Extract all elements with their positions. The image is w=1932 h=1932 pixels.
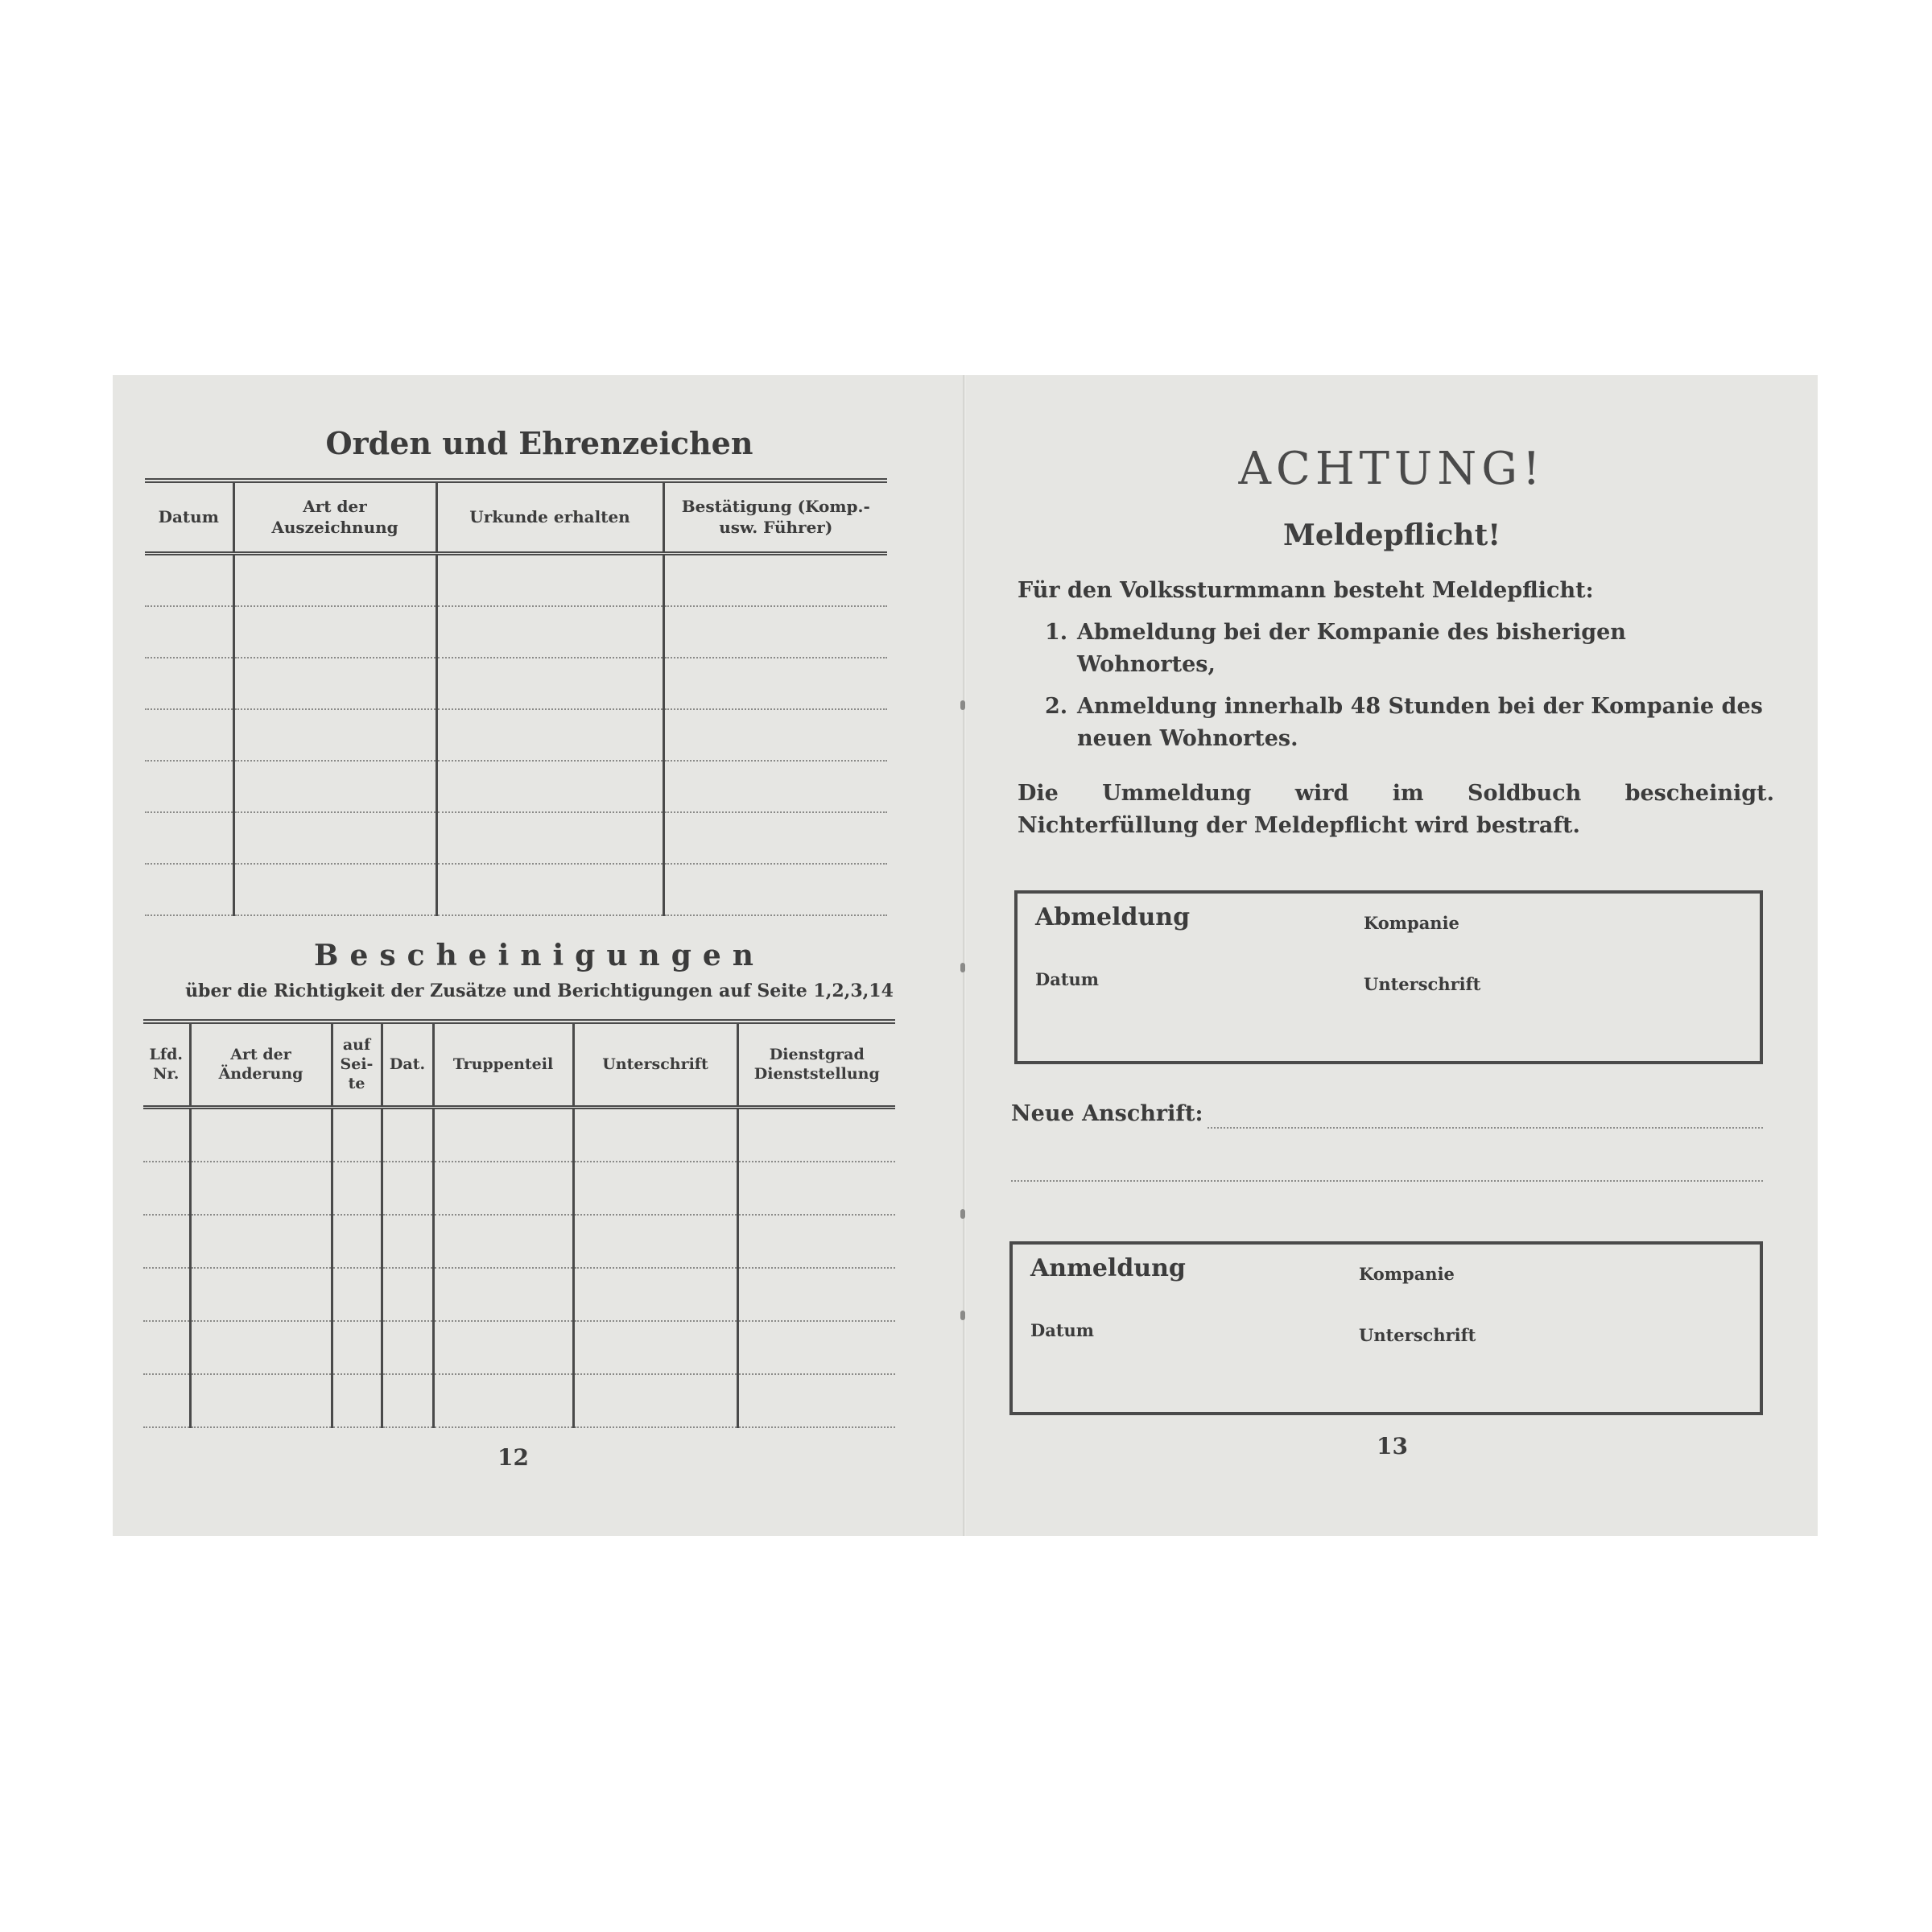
list-item-number: 2.: [1045, 694, 1068, 719]
col-unterschrift: Unterschrift: [573, 1022, 737, 1107]
achtung-title: ACHTUNG!: [1238, 443, 1546, 495]
intro-text: Für den Volkssturmmann besteht Meldepflicht:: [1018, 578, 1594, 603]
table-row: [145, 606, 887, 658]
anschrift-line: [1011, 1180, 1763, 1182]
col-datum: Datum: [158, 507, 219, 527]
bescheinigungen-header-row: [143, 1022, 895, 1107]
right-page: [966, 375, 1818, 1536]
table-row: [143, 1107, 895, 1162]
binding-stitch: [960, 700, 965, 710]
abmeldung-kompanie-label: Kompanie: [1364, 913, 1459, 933]
anmeldung-unterschrift-label: Unterschrift: [1359, 1325, 1476, 1345]
anschrift-line: [1208, 1127, 1763, 1129]
anmeldung-datum-label: Datum: [1030, 1320, 1095, 1340]
abmeldung-datum-label: Datum: [1035, 969, 1100, 989]
abmeldung-unterschrift-label: Unterschrift: [1364, 974, 1481, 994]
col-dienstgrad: Dienstgrad Dienststellung: [737, 1022, 895, 1107]
list-item-number: 1.: [1045, 620, 1068, 645]
list-item-text: Anmeldung innerhalb 48 Stunden bei der Kompanie des neuen Wohnortes.: [1077, 694, 1763, 751]
col-lfd-nr: Lfd. Nr.: [149, 1046, 183, 1084]
binding-stitch: [960, 963, 965, 972]
col-bestaetigung: Bestätigung (Komp.-usw. Führer): [663, 481, 887, 553]
binding-stitch: [960, 1209, 965, 1219]
notice-text: Die Ummeldung wird im Soldbuch bescheinigt. Nichterfüllung der Meldepflicht wird bestraft.: [1018, 781, 1774, 838]
bescheinigungen-subtitle: über die Richtigkeit der Zusätze und Berichtigungen auf Seite 1,2,3,14: [185, 980, 894, 1001]
orden-table: [145, 478, 887, 916]
orden-header-row: [145, 481, 887, 553]
table-row: [143, 1162, 895, 1215]
col-dat: Dat.: [382, 1022, 433, 1107]
table-row: [143, 1321, 895, 1374]
table-row: [143, 1268, 895, 1321]
meldepflicht-subtitle: Meldepflicht!: [1282, 518, 1501, 552]
page-number-left: 12: [497, 1444, 529, 1471]
col-art-der-auszeichnung: Art der Auszeichnung: [233, 481, 436, 553]
table-row: [145, 658, 887, 709]
col-auf-seite: auf Sei-te: [332, 1022, 382, 1107]
anmeldung-box-title: Anmeldung: [1030, 1254, 1186, 1282]
anmeldung-box: [1009, 1241, 1763, 1415]
left-page: [113, 375, 966, 1536]
table-row: [145, 812, 887, 864]
bescheinigungen-table: [143, 1019, 895, 1428]
bescheinigungen-title: Bescheinigungen: [314, 939, 765, 972]
table-row: [145, 864, 887, 915]
col-urkunde-erhalten: Urkunde erhalten: [436, 481, 663, 553]
neue-anschrift-label: Neue Anschrift:: [1011, 1101, 1203, 1126]
list-item: [1045, 617, 1777, 681]
table-row: [145, 553, 887, 606]
binding-stitch: [960, 1311, 965, 1320]
col-truppenteil: Truppenteil: [433, 1022, 573, 1107]
table-row: [143, 1374, 895, 1427]
table-row: [143, 1215, 895, 1268]
anmeldung-kompanie-label: Kompanie: [1359, 1264, 1455, 1284]
col-art-der-aenderung: Art der Änderung: [190, 1022, 332, 1107]
list-item-text: Abmeldung bei der Kompanie des bisherigen Wohnortes,: [1077, 620, 1626, 677]
page-number-right: 13: [1377, 1433, 1408, 1459]
abmeldung-box-title: Abmeldung: [1035, 903, 1191, 931]
list-item: [1045, 691, 1777, 755]
table-row: [145, 709, 887, 761]
table-row: [145, 761, 887, 812]
abmeldung-box: [1014, 890, 1763, 1064]
orden-title: Orden und Ehrenzeichen: [325, 425, 753, 461]
